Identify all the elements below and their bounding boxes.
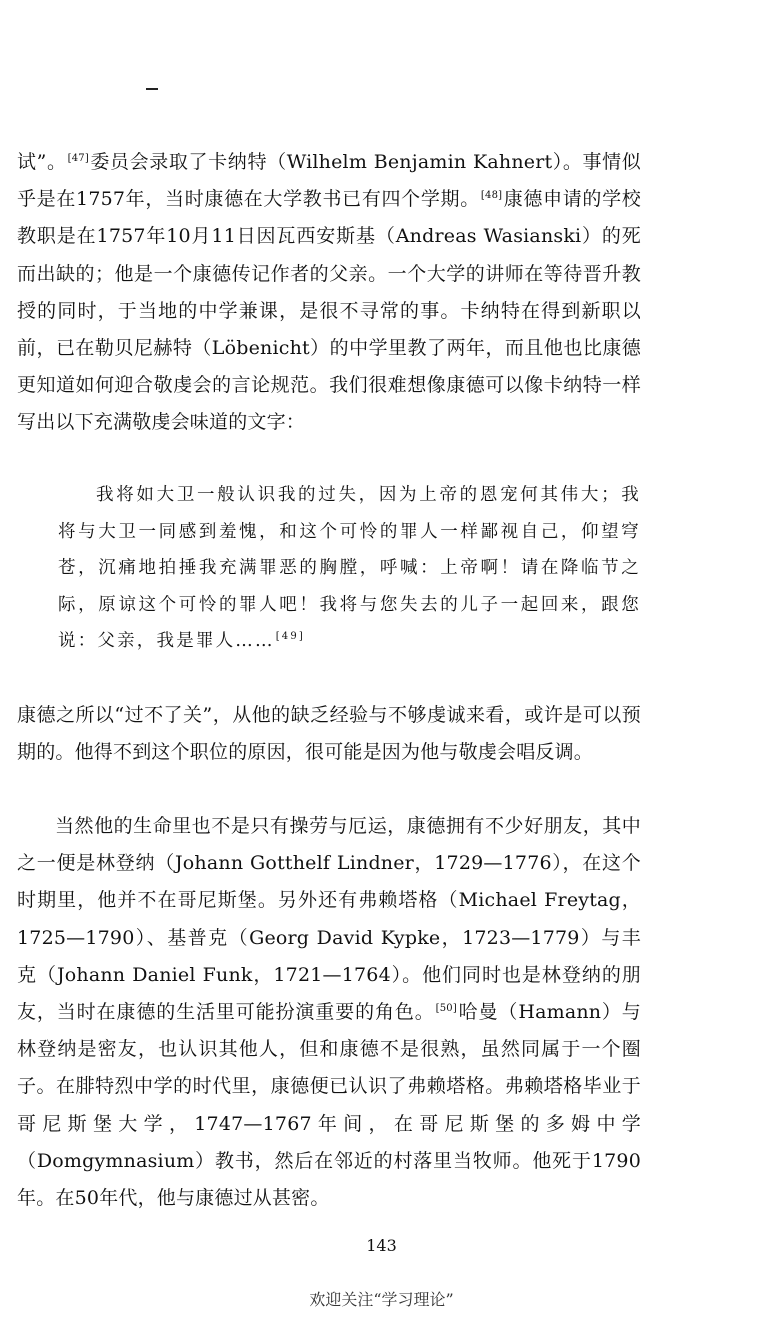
- footnote-ref-49: [49]: [275, 631, 306, 643]
- page-number: 143: [366, 1236, 397, 1255]
- footer-note: 欢迎关注“学习理论”: [309, 1290, 454, 1309]
- text-segment: 哈曼（Hamann）与林登纳是密友，也认识其他人，但和康德不是很熟，虽然同属于一个圈子。在腓特烈中学的时代里，康德便已认识了弗赖塔格。弗赖塔格毕业于哥尼斯堡大学，1747—1767年间，在哥尼斯堡的多姆中学（Domgymnasium）教书，然后在邻近的村落里当牧师。他死于1790年。在50年代，他与康德过从甚密。: [17, 1001, 642, 1210]
- footnote-ref-48: [48]: [480, 189, 503, 201]
- footnote-ref-47: [47]: [67, 152, 89, 164]
- quote-text: 我将如大卫一般认识我的过失，因为上帝的恩宠何其伟大；我将与大卫一同感到羞愧，和这个可怜的罪人一样鄙视自己，仰望穹苍，沉痛地拍捶我充满罪恶的胸膛，呼喊：上帝啊！请在降临节之际，原谅这个可怜的罪人吧！我将与您失去的儿子一起回来，跟您说：父亲，我是罪人……: [58, 485, 641, 651]
- paragraph-2: [17, 697, 641, 771]
- paragraph-3: [17, 808, 641, 1217]
- text-segment: 试”。: [17, 151, 67, 173]
- text-segment: 委员会录取了卡纳特（Wilhelm Benjamin Kahnert）。事情似乎是在1757年，当时康德在大学教书已有四个学期。: [17, 151, 641, 211]
- text-segment: 康德之所以“过不了关”，从他的缺乏经验与不够虔诚来看，或许是可以预期的。他得不到这个职位的原因，很可能是因为他与敬虔会唱反调。: [17, 704, 641, 764]
- paragraph-1: [17, 144, 641, 442]
- text-segment: 康德申请的学校教职是在1757年10月11日因瓦西安斯基（Andreas Wasianski）的死而出缺的；他是一个康德传记作者的父亲。一个大学的讲师在等待晋升教授的同时，于当地的中学兼课，是很不寻常的事。卡纳特在得到新职以前，已在勒贝尼赫特（Löbenicht）的中学里教了两年，而且他也比康德更知道如何迎合敬虔会的言论规范。我们很难想像康德可以像卡纳特一样写出以下充满敬虔会味道的文字：: [17, 188, 641, 434]
- text-segment: 当然他的生命里也不是只有操劳与厄运，康德拥有不少好朋友，其中之一便是林登纳（Johann Gotthelf Lindner，1729—1776），在这个时期里，他并不在哥尼斯堡。另外还有弗赖塔格（Michael Freytag，1725—1790）、基普克（Georg David Kypke，1723—1779）与丰克（Johann Daniel Funk，1721—1764）。他们同时也是林登纳的朋友，当时在康德的生活里可能扮演重要的角色。: [17, 815, 641, 1024]
- block-quote: [58, 477, 641, 660]
- footnote-ref-50: [50]: [435, 1002, 457, 1014]
- scan-mark: [146, 88, 158, 90]
